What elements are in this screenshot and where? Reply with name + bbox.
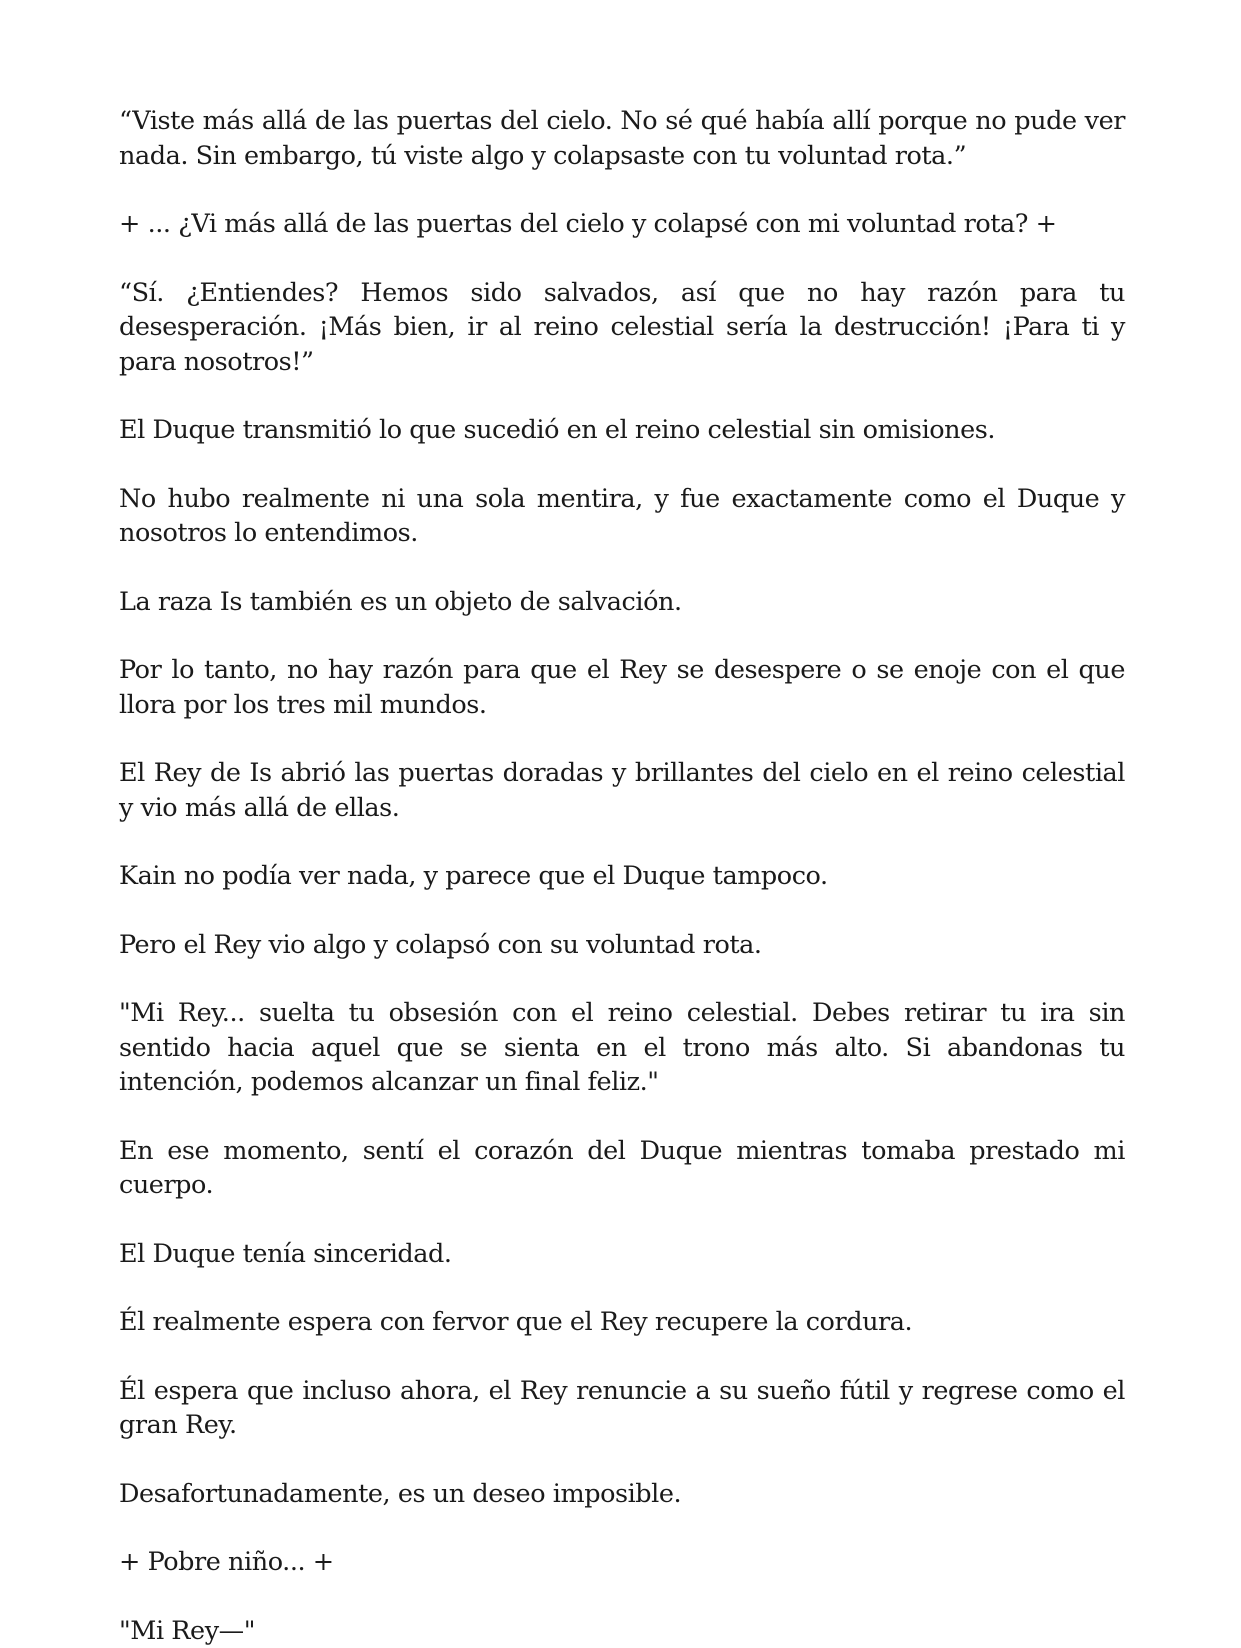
paragraph-7: Por lo tanto, no hay razón para que el Rey se desespere o se enoje con el que llora por los tres mil mundos. [119,653,1125,722]
paragraph-16: Desafortunadamente, es un deseo imposible. [119,1477,1125,1512]
document-page [119,104,1125,1648]
paragraph-9: Kain no podía ver nada, y parece que el Duque tampoco. [119,859,1125,894]
paragraph-13: El Duque tenía sinceridad. [119,1237,1125,1272]
paragraph-8: El Rey de Is abrió las puertas doradas y brillantes del cielo en el reino celestial y vio más allá de ellas. [119,756,1125,825]
paragraph-6: La raza Is también es un objeto de salvación. [119,585,1125,620]
paragraph-12: En ese momento, sentí el corazón del Duque mientras tomaba prestado mi cuerpo. [119,1134,1125,1203]
paragraph-18: "Mi Rey—" [119,1614,1125,1648]
paragraph-3: “Sí. ¿Entiendes? Hemos sido salvados, así que no hay razón para tu desesperación. ¡Más bien, ir al reino celestial sería la destrucción! ¡Para ti y para nosotros!” [119,276,1125,380]
paragraph-14: Él realmente espera con fervor que el Rey recupere la cordura. [119,1305,1125,1340]
paragraph-5: No hubo realmente ni una sola mentira, y fue exactamente como el Duque y nosotros lo entendimos. [119,482,1125,551]
paragraph-11: "Mi Rey... suelta tu obsesión con el reino celestial. Debes retirar tu ira sin sentido hacia aquel que se sienta en el trono más alto. Si abandonas tu intención, podemos alcanzar un final feliz." [119,996,1125,1100]
paragraph-10: Pero el Rey vio algo y colapsó con su voluntad rota. [119,928,1125,963]
paragraph-17: + Pobre niño... + [119,1545,1125,1580]
paragraph-2: + ... ¿Vi más allá de las puertas del cielo y colapsé con mi voluntad rota? + [119,207,1125,242]
paragraph-1: “Viste más allá de las puertas del cielo. No sé qué había allí porque no pude ver nada. Sin embargo, tú viste algo y colapsaste con tu voluntad rota.” [119,104,1125,173]
paragraph-4: El Duque transmitió lo que sucedió en el reino celestial sin omisiones. [119,413,1125,448]
paragraph-15: Él espera que incluso ahora, el Rey renuncie a su sueño fútil y regrese como el gran Rey. [119,1374,1125,1443]
